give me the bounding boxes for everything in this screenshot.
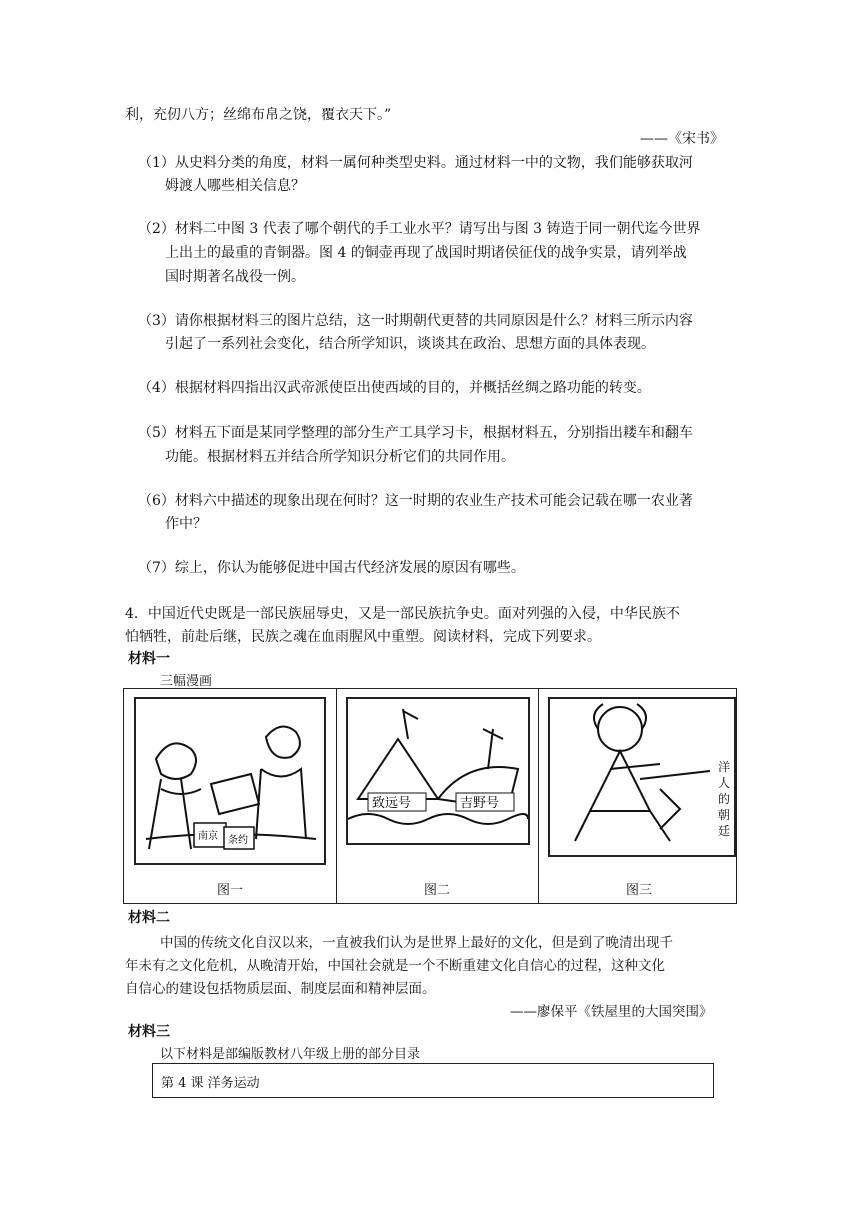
question-3-line-1: （3）请你根据材料三的图片总结，这一时期朝代更替的共同原因是什么？材料三所示内容 [138, 313, 693, 329]
comic-3-char-3: 的 [717, 792, 730, 806]
material1-heading: 材料一 [128, 651, 170, 667]
caption-figure-1: 图一 [217, 883, 244, 898]
comic-2-image [346, 697, 530, 845]
toc-box [152, 1063, 714, 1098]
q4-stem-line-2: 怕牺牲，前赴后继，民族之魂在血雨腥风中重塑。阅读材料，完成下列要求。 [125, 629, 601, 645]
question-6-line-2: 作中？ [165, 516, 207, 532]
comic-2-label-zhiyuan: 致远号 [372, 796, 412, 811]
material3-heading: 材料三 [128, 1024, 170, 1040]
question-2-line-2: 上出土的最重的青铜器。图 4 的铜壶再现了战国时期诸侯征伐的战争实景，请列举战 [165, 245, 687, 261]
comic-3-image [548, 697, 736, 857]
q4-stem-line-1: 4．中国近代史既是一部民族屈辱史，又是一部民族抗争史。面对列强的入侵，中华民族不 [125, 606, 680, 622]
comic-1-image [134, 697, 326, 865]
question-1-line-1: （1）从史料分类的角度，材料一属何种类型史料。通过材料一中的文物，我们能够获取河 [138, 155, 693, 171]
question-3-line-2: 引起了一系列社会变化，结合所学知识，谈谈其在政治、思想方面的具体表现。 [165, 336, 655, 352]
caption-figure-2: 图二 [424, 883, 451, 898]
quote-source: ——《宋书》 [640, 131, 724, 147]
material3-intro: 以下材料是部编版教材八年级上册的部分目录 [160, 1047, 421, 1062]
caption-figure-3: 图三 [626, 883, 653, 898]
question-4-line-1: （4）根据材料四指出汉武帝派使臣出使西域的目的，并概括丝绸之路功能的转变。 [138, 380, 651, 396]
comic-3-char-4: 朝 [717, 808, 730, 822]
comic-1-label-nanjing: 南京 [198, 831, 218, 842]
material2-source: ——廖保平《铁屋里的大国突围》 [510, 1004, 713, 1020]
question-2-line-1: （2）材料二中图 3 代表了哪个朝代的手工业水平？请写出与图 3 铸造于同一朝代迄今世界 [138, 221, 701, 237]
comic-3-char-1: 洋 [717, 760, 730, 774]
toc-item-lesson-4: 第 4 课 洋务运动 [161, 1076, 260, 1091]
quote-tail: 利，充仞八方；丝绵布帛之饶，覆衣天下。” [125, 107, 392, 123]
question-1-line-2: 姆渡人哪些相关信息？ [165, 178, 305, 194]
comic-3-char-2: 人 [717, 776, 730, 790]
comic-3-char-5: 廷 [717, 824, 730, 838]
question-2-line-3: 国时期著名战役一例。 [165, 269, 305, 285]
material2-line-3: 自信心的建设包括物质层面、制度层面和精神层面。 [125, 981, 436, 997]
material2-line-1: 中国的传统文化自汉以来，一直被我们认为是世界上最好的文化，但是到了晚清出现千 [160, 935, 673, 951]
comic-1-label-tiaoyue: 条约 [228, 835, 248, 846]
question-5-line-1: （5）材料五下面是某同学整理的部分生产工具学习卡，根据材料五，分别指出耧车和翻车 [138, 425, 693, 441]
comic-table [123, 688, 737, 904]
material2-line-2: 年未有之文化危机，从晚清开始，中国社会就是一个不断重建文化自信心的过程，这种文化 [125, 958, 665, 974]
question-5-line-2: 功能。根据材料五并结合所学知识分析它们的共同作用。 [165, 449, 515, 465]
question-7-line-1: （7）综上，你认为能够促进中国古代经济发展的原因有哪些。 [138, 560, 525, 576]
question-6-line-1: （6）材料六中描述的现象出现在何时？这一时期的农业生产技术可能会记载在哪一农业著 [138, 493, 693, 509]
comic-2-label-jiye: 吉野号 [460, 796, 500, 811]
material2-heading: 材料二 [128, 910, 170, 926]
material1-subtitle: 三幅漫画 [160, 674, 213, 689]
